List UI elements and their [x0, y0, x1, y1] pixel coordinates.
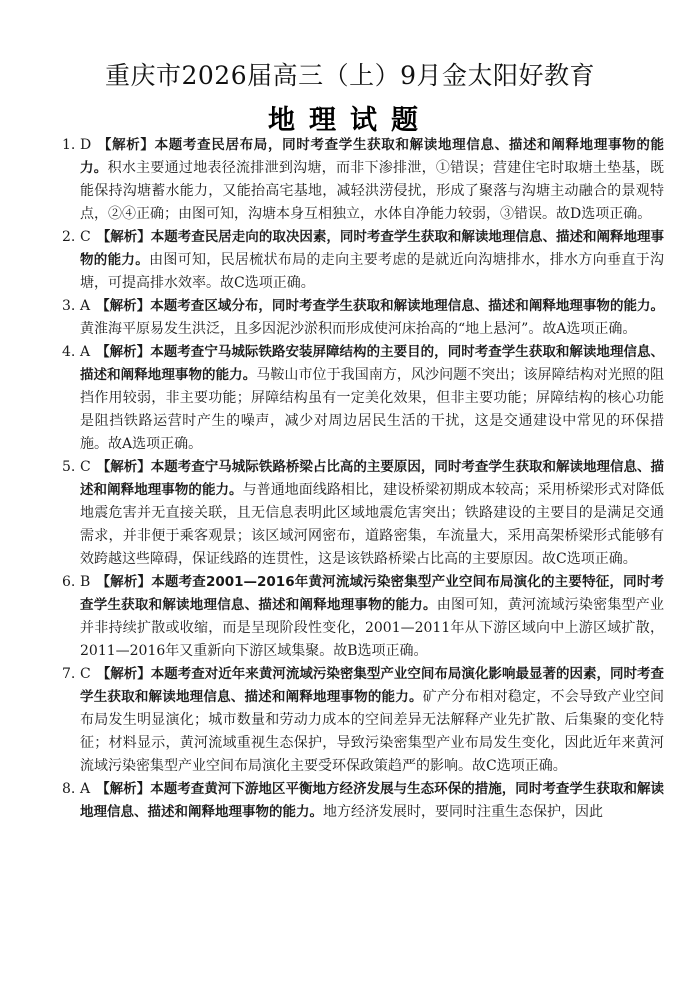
answer-letter: A	[80, 298, 91, 314]
question-number: 5.	[62, 459, 76, 475]
analysis-lead: 本题考查2001—2016年黄河流域污染密集型产业空间布局演化的主要特征，同时考查学生获取和解读地理信息、描述和阐释地理事物的能力。	[80, 574, 665, 613]
question-number: 6.	[62, 574, 76, 590]
analysis-tag: 【解析】	[96, 298, 151, 314]
answer-item	[64, 295, 664, 341]
question-number: 4.	[62, 344, 76, 360]
question-number: 2.	[62, 229, 76, 245]
analysis-lead: 本题考查宁马城际铁路安装屏障结构的主要目的，同时考查学生获取和解读地理信息、描述和阐释地理事物的能力。	[80, 344, 665, 383]
analysis-lead: 本题考查区域分布，同时考查学生获取和解读地理信息、描述和阐释地理事物的能力。	[150, 298, 665, 314]
analysis-tag: 【解析】	[96, 229, 151, 245]
answer-item	[64, 571, 664, 663]
answer-letter: A	[80, 781, 91, 797]
answer-item	[64, 341, 664, 456]
question-number: 3.	[62, 298, 76, 314]
analysis-body: 由图可知，黄河流域污染密集型产业并非持续扩散或收缩，而是呈现阶段性变化，2001—2011年从下游区域向中上游区域扩散，2011—2016年又重新向下游区域集聚。故B选项正确。	[80, 597, 665, 659]
answer-item	[64, 226, 664, 295]
analysis-body: 地方经济发展时，要同时注重生态保护，因此	[323, 804, 603, 820]
analysis-body: 马鞍山市位于我国南方，风沙问题不突出；该屏障结构对光照的阻挡作用较弱，非主要功能；屏障结构虽有一定美化效果，但非主要功能；屏障结构的核心功能是阻挡铁路运营时产生的噪声，减少对周边居民生活的干扰，这是交通建设中常见的环保措施。故A选项正确。	[80, 367, 665, 452]
subject-title: 地理试题	[268, 105, 432, 136]
analysis-body: 矿产分布相对稳定，不会导致产业空间布局发生明显演化；城市数量和劳动力成本的空间差异无法解释产业先扩散、后集聚的变化特征；材料显示，黄河流域重视生态保护，导致污染密集型产业布局发生变化，因此近年来黄河流域污染密集型产业空间布局演化主要受环保政策趋严的影响。故C选项正确。	[80, 689, 665, 774]
analysis-body: 积水主要通过地表径流排泄到沟塘，而非下渗排泄，①错误；营建住宅时取塘土垫基，既能保持沟塘蓄水能力，又能抬高宅基地，减轻洪涝侵扰，形成了聚落与沟塘主动融合的景观特点，②④正确；由图可知，沟塘本身互相独立，水体自净能力较弱，③错误。故D选项正确。	[80, 160, 665, 222]
analysis-lead: 本题考查宁马城际铁路桥梁占比高的主要原因，同时考查学生获取和解读地理信息、描述和阐释地理事物的能力。	[80, 459, 665, 498]
analysis-lead: 本题考查对近年来黄河流域污染密集型产业空间布局演化影响最显著的因素，同时考查学生获取和解读地理信息、描述和阐释地理事物的能力。	[80, 666, 665, 705]
answer-item	[64, 134, 664, 226]
analysis-tag: 【解析】	[96, 459, 151, 475]
question-number: 7.	[62, 666, 76, 682]
answer-letter: C	[80, 459, 91, 475]
document-title: 重庆市2026届高三（上）9月金太阳好教育	[104, 61, 596, 90]
analysis-body: 与普通地面线路相比，建设桥梁初期成本较高；采用桥梁形式对降低地震危害并无直接关联，且无信息表明此区域地震危害突出；铁路建设的主要目的是满足交通需求，并非便于乘客观景；该区域河网密布，道路密集，车流量大，采用高架桥梁形式能够有效跨越这些障碍，保证线路的连贯性，这是该铁路桥梁占比高的主要原因。故C选项正确。	[80, 482, 665, 567]
analysis-tag: 【解析】	[97, 137, 155, 153]
answer-letter: C	[80, 229, 91, 245]
analysis-body: 由图可知，民居梳状布局的走向主要考虑的是就近向沟塘排水，排水方向垂直于沟塘，可提高排水效率。故C选项正确。	[80, 252, 664, 291]
answer-letter: B	[80, 574, 91, 590]
analysis-lead: 本题考查民居布局，同时考查学生获取和解读地理信息、描述和阐释地理事物的能力。	[80, 137, 665, 176]
analysis-tag: 【解析】	[96, 574, 152, 590]
answer-item	[64, 778, 664, 824]
analysis-tag: 【解析】	[96, 344, 151, 360]
analysis-lead: 本题考查黄河下游地区平衡地方经济发展与生态环保的措施，同时考查学生获取和解读地理信息、描述和阐释地理事物的能力。	[80, 781, 665, 820]
answer-letter: A	[80, 344, 91, 360]
question-number: 1.	[62, 137, 76, 153]
analysis-tag: 【解析】	[96, 781, 151, 797]
answer-letter: D	[80, 137, 92, 153]
analysis-body: 黄淮海平原易发生洪泛，且多因泥沙淤积而形成使河床抬高的“地上悬河”。故A选项正确。	[80, 321, 637, 337]
answer-item	[64, 456, 664, 571]
question-number: 8.	[62, 781, 76, 797]
answer-letter: C	[80, 666, 91, 682]
analysis-tag: 【解析】	[96, 666, 151, 682]
answer-item	[64, 663, 664, 778]
analysis-lead: 本题考查民居走向的取决因素，同时考查学生获取和解读地理信息、描述和阐释地理事物的能力。	[80, 229, 665, 268]
answer-list	[64, 134, 664, 824]
